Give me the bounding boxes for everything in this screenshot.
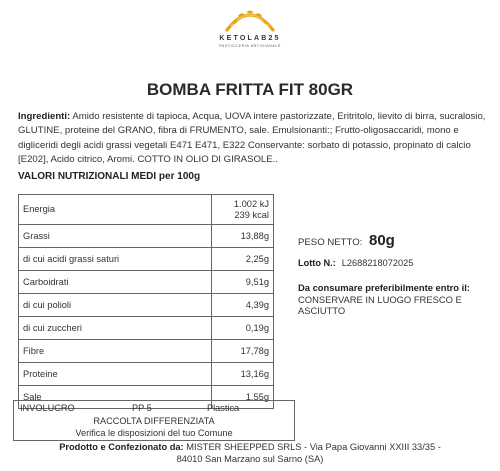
- net-weight-label: PESO NETTO:: [298, 237, 363, 248]
- net-weight-value: 80g: [369, 232, 395, 249]
- table-row: [19, 317, 274, 340]
- producer-address-line1: MISTER SHEEPPED SRLS - Via Papa Giovanni XXIII 33/35 -: [183, 442, 441, 452]
- nutrient-value: 17,78g: [212, 340, 274, 363]
- recycling-box: [13, 400, 295, 441]
- lot-number: [298, 258, 413, 268]
- nutrition-heading: VALORI NUTRIZIONALI MEDI per 100g: [18, 171, 201, 182]
- brand-logo: [205, 4, 295, 70]
- collection-note: Verifica le disposizioni del tuo Comune: [75, 428, 233, 438]
- nutrient-label: di cui polioli: [19, 294, 212, 317]
- nutrient-label: Fibre: [19, 340, 212, 363]
- nutrient-value: 0,19g: [212, 317, 274, 340]
- logo-tagline: PASTICCERIA ARTIGIANALE: [219, 44, 281, 48]
- ingredients-text: [18, 110, 486, 167]
- storage-instructions: CONSERVARE IN LUOGO FRESCO E ASCIUTTO: [298, 293, 462, 316]
- nutrient-value: 4,39g: [212, 294, 274, 317]
- lot-value: L2688218072025: [341, 258, 414, 268]
- lot-label: Lotto N.:: [298, 258, 336, 268]
- nutrient-label: Sale: [19, 386, 212, 409]
- best-before-label: Da consumare preferibilmente entro il:: [298, 282, 470, 293]
- nutrient-label: Proteine: [19, 363, 212, 386]
- energy-kj: 1.002 kJ: [233, 198, 269, 209]
- logo-name: KETOLAB25: [219, 35, 281, 42]
- table-row: [19, 225, 274, 248]
- table-row: [19, 195, 274, 225]
- nutrition-table: [18, 194, 274, 409]
- storage-info: [298, 282, 488, 317]
- producer-label: Prodotto e Confezionato da:: [59, 442, 184, 452]
- packaging-item: INVOLUCRO: [20, 403, 75, 413]
- ingredients-label: Ingredienti:: [18, 111, 71, 122]
- nutrient-label: Grassi: [19, 225, 212, 248]
- nutrient-label: Carboidrati: [19, 271, 212, 294]
- wheat-arc-icon: [221, 4, 279, 34]
- net-weight: [298, 232, 395, 249]
- nutrient-value: 13,88g: [212, 225, 274, 248]
- nutrient-label: di cui acidi grassi saturi: [19, 248, 212, 271]
- nutrient-value: 2,25g: [212, 248, 274, 271]
- nutrient-value: 9,51g: [212, 271, 274, 294]
- material-type: Plastica: [207, 403, 240, 413]
- nutrient-label: di cui zuccheri: [19, 317, 212, 340]
- product-title: BOMBA FRITTA FIT 80GR: [146, 80, 354, 99]
- producer-address-line2: 84010 San Marzano sul Sarno (SA): [176, 454, 324, 464]
- table-row: [19, 271, 274, 294]
- table-row: [19, 340, 274, 363]
- ingredients-list: Amido resistente di tapioca, Acqua, UOVA intere pastorizzate, Eritritolo, lievito di birra, sucralosio, GLUTINE, proteine del GRANO, fibra di FRUMENTO, sale. Emulsionanti:; Frutto-oligosaccaridi, mono e digliceridi degli acidi grassi vegetali E471 E471, E322 Conservante: sorbato di potassio, propinato di calcio [E202], Acido citrico, Aromi. COTTO IN OLIO DI GIRASOLE..: [18, 111, 486, 165]
- table-row: [19, 248, 274, 271]
- nutrient-value: 13,16g: [212, 363, 274, 386]
- energy-label: Energia: [19, 195, 212, 225]
- material-code: PP 5: [132, 403, 152, 413]
- collection-text: RACCOLTA DIFFERENZIATA: [93, 416, 215, 426]
- table-row: [19, 363, 274, 386]
- energy-kcal: 239 kcal: [234, 209, 269, 220]
- producer-info: [0, 441, 500, 465]
- table-row: [19, 294, 274, 317]
- nutrient-value: 1,55g: [212, 386, 274, 409]
- energy-value: [212, 195, 274, 225]
